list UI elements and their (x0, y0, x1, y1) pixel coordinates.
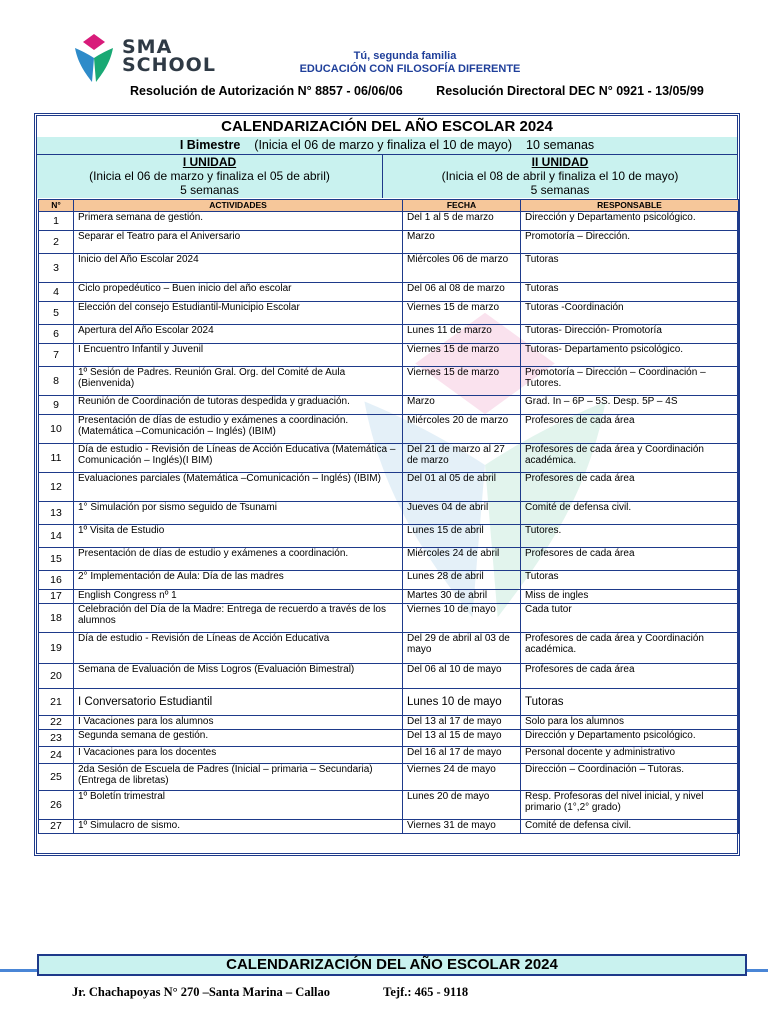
row-responsable: Dirección y Departamento psicológico. (521, 730, 739, 747)
unidad-1-weeks: 5 semanas (180, 183, 239, 197)
row-fecha: Viernes 24 de mayo (403, 764, 521, 791)
table-row (39, 764, 739, 791)
table-row (39, 473, 739, 502)
row-fecha: Viernes 15 de marzo (403, 302, 521, 325)
table-row (39, 231, 739, 254)
row-fecha: Del 06 al 08 de marzo (403, 283, 521, 302)
tagline: Tú, segunda familia (353, 50, 457, 62)
row-fecha: Martes 30 de abril (403, 590, 521, 604)
row-responsable: Dirección – Coordinación – Tutoras. (521, 764, 739, 791)
activities-table (38, 199, 739, 834)
row-actividad: I Conversatorio Estudiantil (74, 689, 403, 716)
logo-mark-icon (72, 32, 116, 84)
row-actividad: Día de estudio - Revisión de Líneas de Acción Educativa (74, 633, 403, 664)
row-responsable: Profesores de cada área (521, 473, 739, 502)
row-number: 25 (39, 764, 74, 791)
row-actividad: Inicio del Año Escolar 2024 (74, 254, 403, 283)
row-actividad: I Vacaciones para los alumnos (74, 716, 403, 730)
footer (72, 985, 468, 1000)
row-fecha: Lunes 10 de mayo (403, 689, 521, 716)
row-actividad: Primera semana de gestión. (74, 212, 403, 231)
row-actividad: 2da Sesión de Escuela de Padres (Inicial – primaria – Secundaria) (Entrega de libretas) (74, 764, 403, 791)
row-number: 20 (39, 664, 74, 689)
header-responsable: RESPONSABLE (521, 200, 739, 212)
row-actividad: Separar el Teatro para el Aniversario (74, 231, 403, 254)
row-number: 11 (39, 444, 74, 473)
table-row (39, 633, 739, 664)
row-responsable: Tutoras (521, 689, 739, 716)
row-fecha: Lunes 15 de abril (403, 525, 521, 548)
unidad-2 (383, 155, 737, 198)
bottom-title: CALENDARIZACIÓN DEL AÑO ESCOLAR 2024 (37, 954, 747, 976)
row-fecha: Viernes 15 de marzo (403, 344, 521, 367)
row-number: 16 (39, 571, 74, 590)
row-responsable: Tutoras- Dirección- Promotoría (521, 325, 739, 344)
row-actividad: Segunda semana de gestión. (74, 730, 403, 747)
row-number: 22 (39, 716, 74, 730)
table-row (39, 571, 739, 590)
row-responsable: Tutoras (521, 254, 739, 283)
row-fecha: Jueves 04 de abril (403, 502, 521, 525)
row-fecha: Lunes 20 de mayo (403, 791, 521, 820)
table-row (39, 444, 739, 473)
row-actividad: Día de estudio - Revisión de Líneas de Acción Educativa (Matemática –Comunicación – Inglés)(I BIM) (74, 444, 403, 473)
row-responsable: Profesores de cada área y Coordinación académica. (521, 633, 739, 664)
row-responsable: Tutoras -Coordinación (521, 302, 739, 325)
row-actividad: 2° Implementación de Aula: Día de las madres (74, 571, 403, 590)
row-fecha: Marzo (403, 231, 521, 254)
row-responsable: Comité de defensa civil. (521, 502, 739, 525)
resolucion-directoral: Resolución Directoral DEC N° 0921 - 13/05/99 (436, 84, 704, 98)
row-number: 6 (39, 325, 74, 344)
unidad-1-name: I UNIDAD (182, 155, 237, 169)
resolutions-line (130, 84, 704, 98)
row-number: 15 (39, 548, 74, 571)
table-row (39, 604, 739, 633)
row-fecha: Del 06 al 10 de mayo (403, 664, 521, 689)
row-actividad: Ciclo propedéutico – Buen inicio del año escolar (74, 283, 403, 302)
row-actividad: Elección del consejo Estudiantil-Municipio Escolar (74, 302, 403, 325)
row-actividad: Evaluaciones parciales (Matemática –Comunicación – Inglés) (IBIM) (74, 473, 403, 502)
row-number: 24 (39, 747, 74, 764)
table-row (39, 730, 739, 747)
table-row (39, 396, 739, 415)
row-actividad: 1º Boletín trimestral (74, 791, 403, 820)
table-row (39, 344, 739, 367)
header-fecha: FECHA (403, 200, 521, 212)
row-actividad: English Congress nº 1 (74, 590, 403, 604)
header-actividades: ACTIVIDADES (74, 200, 403, 212)
row-number: 27 (39, 820, 74, 834)
table-header-row (39, 200, 739, 212)
row-number: 1 (39, 212, 74, 231)
page-title: CALENDARIZACIÓN DEL AÑO ESCOLAR 2024 (37, 116, 737, 138)
table-row (39, 548, 739, 571)
unidad-1-range: (Inicia el 06 de marzo y finaliza el 05 de abril) (89, 169, 330, 183)
row-fecha: Del 13 al 15 de mayo (403, 730, 521, 747)
row-actividad: Apertura del Año Escolar 2024 (74, 325, 403, 344)
row-responsable: Cada tutor (521, 604, 739, 633)
row-responsable: Profesores de cada área (521, 415, 739, 444)
table-row (39, 302, 739, 325)
row-fecha: Viernes 10 de mayo (403, 604, 521, 633)
row-fecha: Lunes 28 de abril (403, 571, 521, 590)
footer-address: Jr. Chachapoyas N° 270 –Santa Marina – Callao (72, 985, 331, 999)
row-fecha: Del 13 al 17 de mayo (403, 716, 521, 730)
bimestre-range: (Inicia el 06 de marzo y finaliza el 10 de mayo) (254, 138, 513, 152)
row-fecha: Viernes 15 de marzo (403, 367, 521, 396)
row-fecha: Miércoles 06 de marzo (403, 254, 521, 283)
bimestre-name: I Bimestre (179, 138, 241, 152)
table-row (39, 325, 739, 344)
row-number: 17 (39, 590, 74, 604)
row-actividad: Presentación de días de estudio y exámenes a coordinación. (74, 548, 403, 571)
unidad-1 (37, 155, 383, 198)
row-number: 21 (39, 689, 74, 716)
row-responsable: Resp. Profesoras del nivel inicial, y nivel primario (1°,2° grado) (521, 791, 739, 820)
row-number: 14 (39, 525, 74, 548)
row-number: 23 (39, 730, 74, 747)
row-number: 4 (39, 283, 74, 302)
footer-phone: Tejf.: 465 - 9118 (383, 985, 469, 999)
row-actividad: 1º Simulacro de sismo. (74, 820, 403, 834)
row-fecha: Del 21 de marzo al 27 de marzo (403, 444, 521, 473)
row-fecha: Miércoles 20 de marzo (403, 415, 521, 444)
table-row (39, 716, 739, 730)
row-actividad: I Encuentro Infantil y Juvenil (74, 344, 403, 367)
row-actividad: Semana de Evaluación de Miss Logros (Evaluación Bimestral) (74, 664, 403, 689)
table-row (39, 367, 739, 396)
row-responsable: Tutoras- Departamento psicológico. (521, 344, 739, 367)
unidad-2-name: II UNIDAD (531, 155, 589, 169)
row-number: 9 (39, 396, 74, 415)
row-actividad: Celebración del Día de la Madre: Entrega de recuerdo a través de los alumnos (74, 604, 403, 633)
row-number: 26 (39, 791, 74, 820)
table-row (39, 590, 739, 604)
row-responsable: Tutoras (521, 571, 739, 590)
row-number: 3 (39, 254, 74, 283)
table-row (39, 254, 739, 283)
row-fecha: Lunes 11 de marzo (403, 325, 521, 344)
table-row (39, 820, 739, 834)
unidad-2-range: (Inicia el 08 de abril y finaliza el 10 de mayo) (441, 169, 679, 183)
resolucion-autorizacion: Resolución de Autorización N° 8857 - 06/06/06 (130, 84, 403, 98)
row-responsable: Profesores de cada área (521, 664, 739, 689)
row-fecha: Del 16 al 17 de mayo (403, 747, 521, 764)
table-row (39, 791, 739, 820)
table-row (39, 525, 739, 548)
row-responsable: Profesores de cada área (521, 548, 739, 571)
row-responsable: Promotoría – Dirección – Coordinación – Tutores. (521, 367, 739, 396)
row-fecha: Del 1 al 5 de marzo (403, 212, 521, 231)
row-number: 13 (39, 502, 74, 525)
row-fecha: Del 01 al 05 de abril (403, 473, 521, 502)
row-actividad: 1º Sesión de Padres. Reunión Gral. Org. del Comité de Aula (Bienvenida) (74, 367, 403, 396)
table-row (39, 747, 739, 764)
row-responsable: Promotoría – Dirección. (521, 231, 739, 254)
row-number: 7 (39, 344, 74, 367)
row-actividad: Reunión de Coordinación de tutoras despedida y graduación. (74, 396, 403, 415)
row-responsable: Personal docente y administrativo (521, 747, 739, 764)
school-logo (72, 32, 222, 84)
row-actividad: 1º Visita de Estudio (74, 525, 403, 548)
header-num: N° (39, 200, 74, 212)
table-row (39, 283, 739, 302)
row-number: 2 (39, 231, 74, 254)
logo-text: SMA SCHOOL (122, 36, 216, 76)
row-responsable: Solo para los alumnos (521, 716, 739, 730)
row-responsable: Profesores de cada área y Coordinación académica. (521, 444, 739, 473)
table-row (39, 415, 739, 444)
row-responsable: Tutores. (521, 525, 739, 548)
table-row (39, 212, 739, 231)
row-number: 10 (39, 415, 74, 444)
unidad-2-weeks: 5 semanas (530, 183, 590, 197)
table-row (39, 689, 739, 716)
row-number: 8 (39, 367, 74, 396)
row-responsable: Miss de ingles (521, 590, 739, 604)
row-actividad: 1° Simulación por sismo seguido de Tsunami (74, 502, 403, 525)
row-responsable: Grad. In – 6P – 5S. Desp. 5P – 4S (521, 396, 739, 415)
bimestre-banner (37, 137, 737, 155)
row-responsable: Tutoras (521, 283, 739, 302)
row-fecha: Del 29 de abril al 03 de mayo (403, 633, 521, 664)
row-actividad: Presentación de días de estudio y exámenes a coordinación. (Matemática –Comunicación – Inglés) (IBIM) (74, 415, 403, 444)
row-actividad: I Vacaciones para los docentes (74, 747, 403, 764)
row-fecha: Miércoles 24 de abril (403, 548, 521, 571)
row-responsable: Dirección y Departamento psicológico. (521, 212, 739, 231)
row-number: 12 (39, 473, 74, 502)
row-number: 5 (39, 302, 74, 325)
table-row (39, 664, 739, 689)
bimestre-weeks: 10 semanas (526, 138, 595, 152)
tagline-motto: EDUCACIÓN CON FILOSOFÍA DIFERENTE (299, 63, 521, 75)
table-row (39, 502, 739, 525)
row-number: 18 (39, 604, 74, 633)
row-responsable: Comité de defensa civil. (521, 820, 739, 834)
row-fecha: Marzo (403, 396, 521, 415)
row-number: 19 (39, 633, 74, 664)
row-fecha: Viernes 31 de mayo (403, 820, 521, 834)
